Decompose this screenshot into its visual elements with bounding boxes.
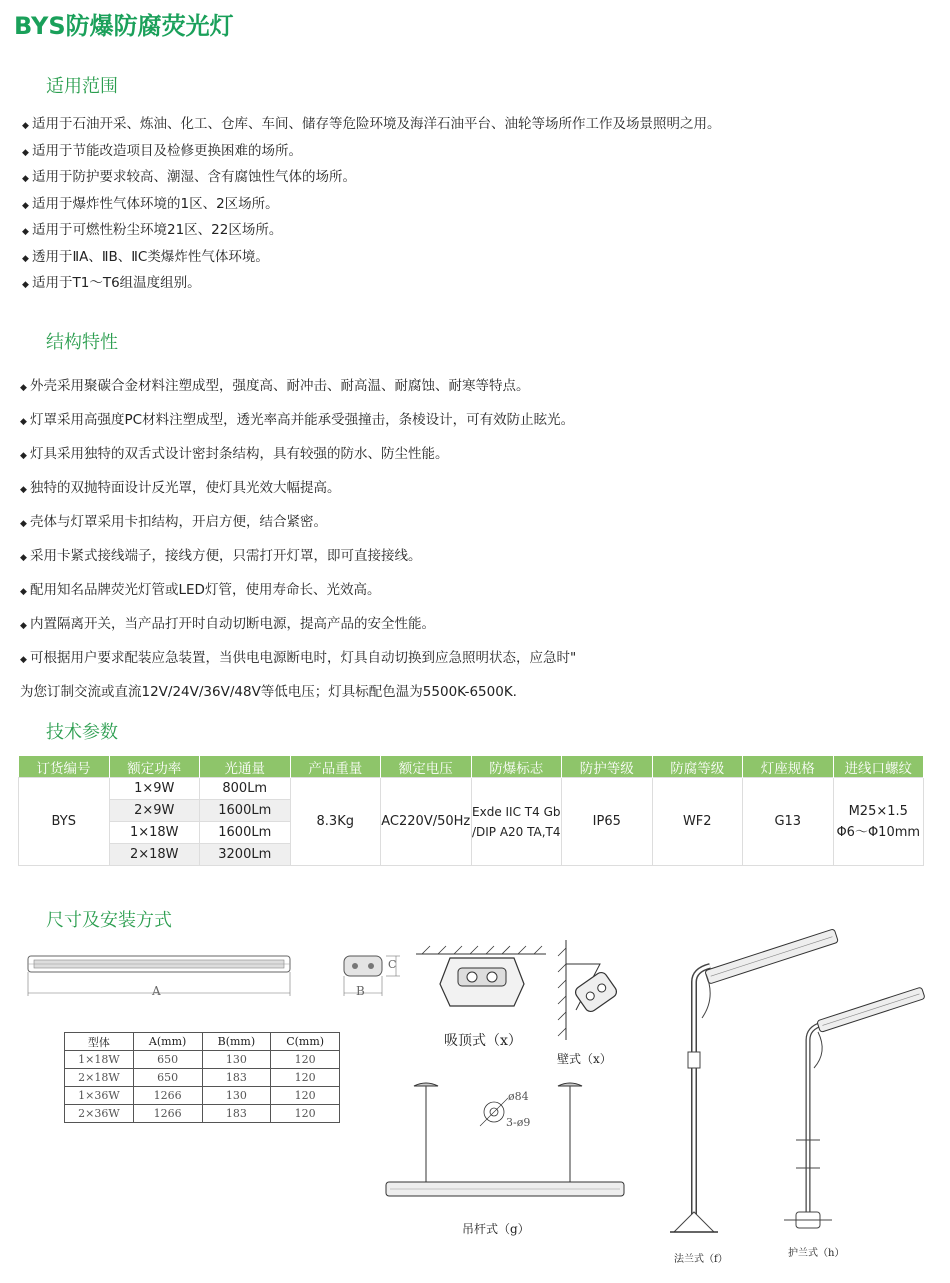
spec-header-row bbox=[19, 756, 924, 778]
list-item: ◆ 配用知名品牌荧光灯管或LED灯管，使用寿命长、光效高。 bbox=[20, 582, 381, 598]
cell-flux: 1600Lm bbox=[200, 822, 291, 844]
cell-flux: 3200Lm bbox=[200, 844, 291, 866]
dim-cell: 120 bbox=[271, 1105, 340, 1123]
header-voltage: 额定电压 bbox=[381, 756, 472, 778]
header-thread: 进线口螺纹 bbox=[833, 756, 924, 778]
cell-power: 1×9W bbox=[109, 778, 200, 800]
caption-pendant-mount: 吊杆式（g） bbox=[462, 1222, 530, 1236]
cell-voltage: AC220V/50Hz bbox=[381, 778, 472, 866]
table-row bbox=[65, 1105, 340, 1123]
table-row bbox=[65, 1069, 340, 1087]
dim-cell: 120 bbox=[271, 1069, 340, 1087]
dim-cell: 650 bbox=[133, 1051, 202, 1069]
list-item: ◆ 适用于节能改造项目及检修更换困难的场所。 bbox=[22, 142, 302, 159]
list-item: ◆ 适用于爆炸性气体环境的1区、2区场所。 bbox=[22, 195, 279, 212]
dim-header: C(mm) bbox=[271, 1033, 340, 1051]
dim-cell: 120 bbox=[271, 1051, 340, 1069]
dim-cell: 650 bbox=[133, 1069, 202, 1087]
pendant-mount-drawing bbox=[380, 1080, 630, 1210]
header-power: 额定功率 bbox=[109, 756, 200, 778]
dim-cell: 183 bbox=[202, 1105, 271, 1123]
cell-flux: 800Lm bbox=[200, 778, 291, 800]
dim-cell: 1266 bbox=[133, 1087, 202, 1105]
list-item: ◆ 壳体与灯罩采用卡扣结构，开启方便，结合紧密。 bbox=[20, 514, 327, 530]
dim-cell: 2×36W bbox=[65, 1105, 134, 1123]
ex-mark-line: Exde IIC T4 Gb bbox=[472, 804, 561, 819]
dimension-label-b: B bbox=[356, 984, 365, 998]
list-item: ◆ 灯具采用独特的双舌式设计密封条结构，具有较强的防水、防尘性能。 bbox=[20, 446, 449, 462]
list-item: ◆ 内置隔离开关，当产品打开时自动切断电源，提高产品的安全性能。 bbox=[20, 616, 435, 632]
cell-power: 2×9W bbox=[109, 800, 200, 822]
table-row bbox=[65, 1051, 340, 1069]
cell-ip: IP65 bbox=[562, 778, 653, 866]
caption-wall-mount: 壁式（x） bbox=[557, 1052, 612, 1066]
dim-cell: 130 bbox=[202, 1051, 271, 1069]
cell-thread bbox=[833, 778, 924, 866]
features-list bbox=[20, 370, 576, 708]
caption-guard-mount: 护兰式（h） bbox=[788, 1248, 845, 1259]
list-item: ◆ 可根据用户要求配装应急装置，当供电电源断电时，灯具自动切换到应急照明状态，应急时" bbox=[20, 650, 577, 666]
cell-power: 2×18W bbox=[109, 844, 200, 866]
header-ex-mark: 防爆标志 bbox=[471, 756, 562, 778]
list-item: ◆ 透用于ⅡA、ⅡB、ⅡC类爆炸性气体环境。 bbox=[22, 248, 269, 265]
dim-cell: 1266 bbox=[133, 1105, 202, 1123]
list-item: ◆ 外壳采用聚碳合金材料注塑成型，强度高、耐冲击、耐高温、耐腐蚀、耐寒等特点。 bbox=[20, 378, 530, 394]
table-row bbox=[19, 778, 924, 800]
dim-cell: 130 bbox=[202, 1087, 271, 1105]
dim-cell: 120 bbox=[271, 1087, 340, 1105]
hole-label-screws: 3-ø9 bbox=[506, 1116, 531, 1129]
cell-power: 1×18W bbox=[109, 822, 200, 844]
dimension-label-c: C bbox=[388, 958, 397, 971]
section-heading-install: 尺寸及安装方式 bbox=[46, 910, 172, 931]
fixture-side-view-drawing bbox=[26, 950, 296, 1002]
scope-list bbox=[22, 112, 721, 298]
fixture-end-view-drawing bbox=[340, 950, 410, 1002]
hole-label-diameter: ø84 bbox=[508, 1090, 529, 1103]
dim-cell: 1×36W bbox=[65, 1087, 134, 1105]
section-heading-features: 结构特性 bbox=[46, 332, 118, 353]
header-weight: 产品重量 bbox=[290, 756, 381, 778]
thread-line: M25×1.5 bbox=[848, 803, 908, 819]
header-socket: 灯座规格 bbox=[743, 756, 834, 778]
cell-flux: 1600Lm bbox=[200, 800, 291, 822]
list-item: ◆ 适用于可燃性粉尘环境21区、22区场所。 bbox=[22, 222, 283, 238]
header-wf: 防腐等级 bbox=[652, 756, 743, 778]
dim-header: B(mm) bbox=[202, 1033, 271, 1051]
dim-header: 型体 bbox=[65, 1033, 134, 1051]
caption-ceiling-mount: 吸顶式（x） bbox=[444, 1033, 522, 1049]
ceiling-mount-drawing bbox=[416, 944, 546, 1024]
table-row bbox=[65, 1087, 340, 1105]
page-title: BYS防爆防腐荧光灯 bbox=[14, 12, 234, 40]
wall-mount-drawing bbox=[556, 940, 626, 1040]
list-item: ◆ 适用于T1～T6组温度组别。 bbox=[22, 275, 201, 291]
dim-cell: 1×18W bbox=[65, 1051, 134, 1069]
section-heading-scope: 适用范围 bbox=[46, 76, 118, 97]
list-item: ◆ 适用于防护要求较高、潮湿、含有腐蚀性气体的场所。 bbox=[22, 169, 356, 185]
dimension-label-a: A bbox=[152, 984, 161, 998]
cell-weight: 8.3Kg bbox=[290, 778, 381, 866]
cell-ex-mark bbox=[471, 778, 562, 866]
list-item: ◆ 独特的双抛特面设计反光罩，使灯具光效大幅提高。 bbox=[20, 480, 341, 496]
header-ip: 防护等级 bbox=[562, 756, 653, 778]
section-heading-tech: 技术参数 bbox=[46, 722, 118, 743]
dim-cell: 183 bbox=[202, 1069, 271, 1087]
list-item: ◆ 灯罩采用高强度PC材料注塑成型，透光率高并能承受强撞击，条棱设计，可有效防止眩光。 bbox=[20, 412, 575, 428]
cell-model: BYS bbox=[19, 778, 110, 866]
spec-table bbox=[18, 756, 924, 866]
list-item-continuation: 为您订制交流或直流12V/24V/36V/48V等低电压；灯具标配色温为5500K-6500K. bbox=[20, 684, 517, 700]
cell-socket: G13 bbox=[743, 778, 834, 866]
dimension-header-row bbox=[65, 1033, 340, 1051]
dim-cell: 2×18W bbox=[65, 1069, 134, 1087]
list-item: ◆ 采用卡紧式接线端子，接线方便，只需打开灯罩，即可直接接线。 bbox=[20, 548, 422, 564]
list-item: ◆ 适用于石油开采、炼油、化工、仓库、车间、储存等危险环境及海洋石油平台、油轮等场所作工作及场景照明之用。 bbox=[22, 116, 721, 132]
header-flux: 光通量 bbox=[200, 756, 291, 778]
dimension-table bbox=[64, 1032, 340, 1123]
dim-header: A(mm) bbox=[133, 1033, 202, 1051]
caption-flange-mount: 法兰式（f） bbox=[674, 1254, 728, 1265]
cell-wf: WF2 bbox=[652, 778, 743, 866]
thread-line: Φ6～Φ10mm bbox=[836, 824, 921, 840]
header-order-no: 订货编号 bbox=[19, 756, 110, 778]
ex-mark-line: /DIP A20 TA,T4 bbox=[471, 824, 561, 839]
guard-mount-drawing bbox=[780, 990, 930, 1245]
